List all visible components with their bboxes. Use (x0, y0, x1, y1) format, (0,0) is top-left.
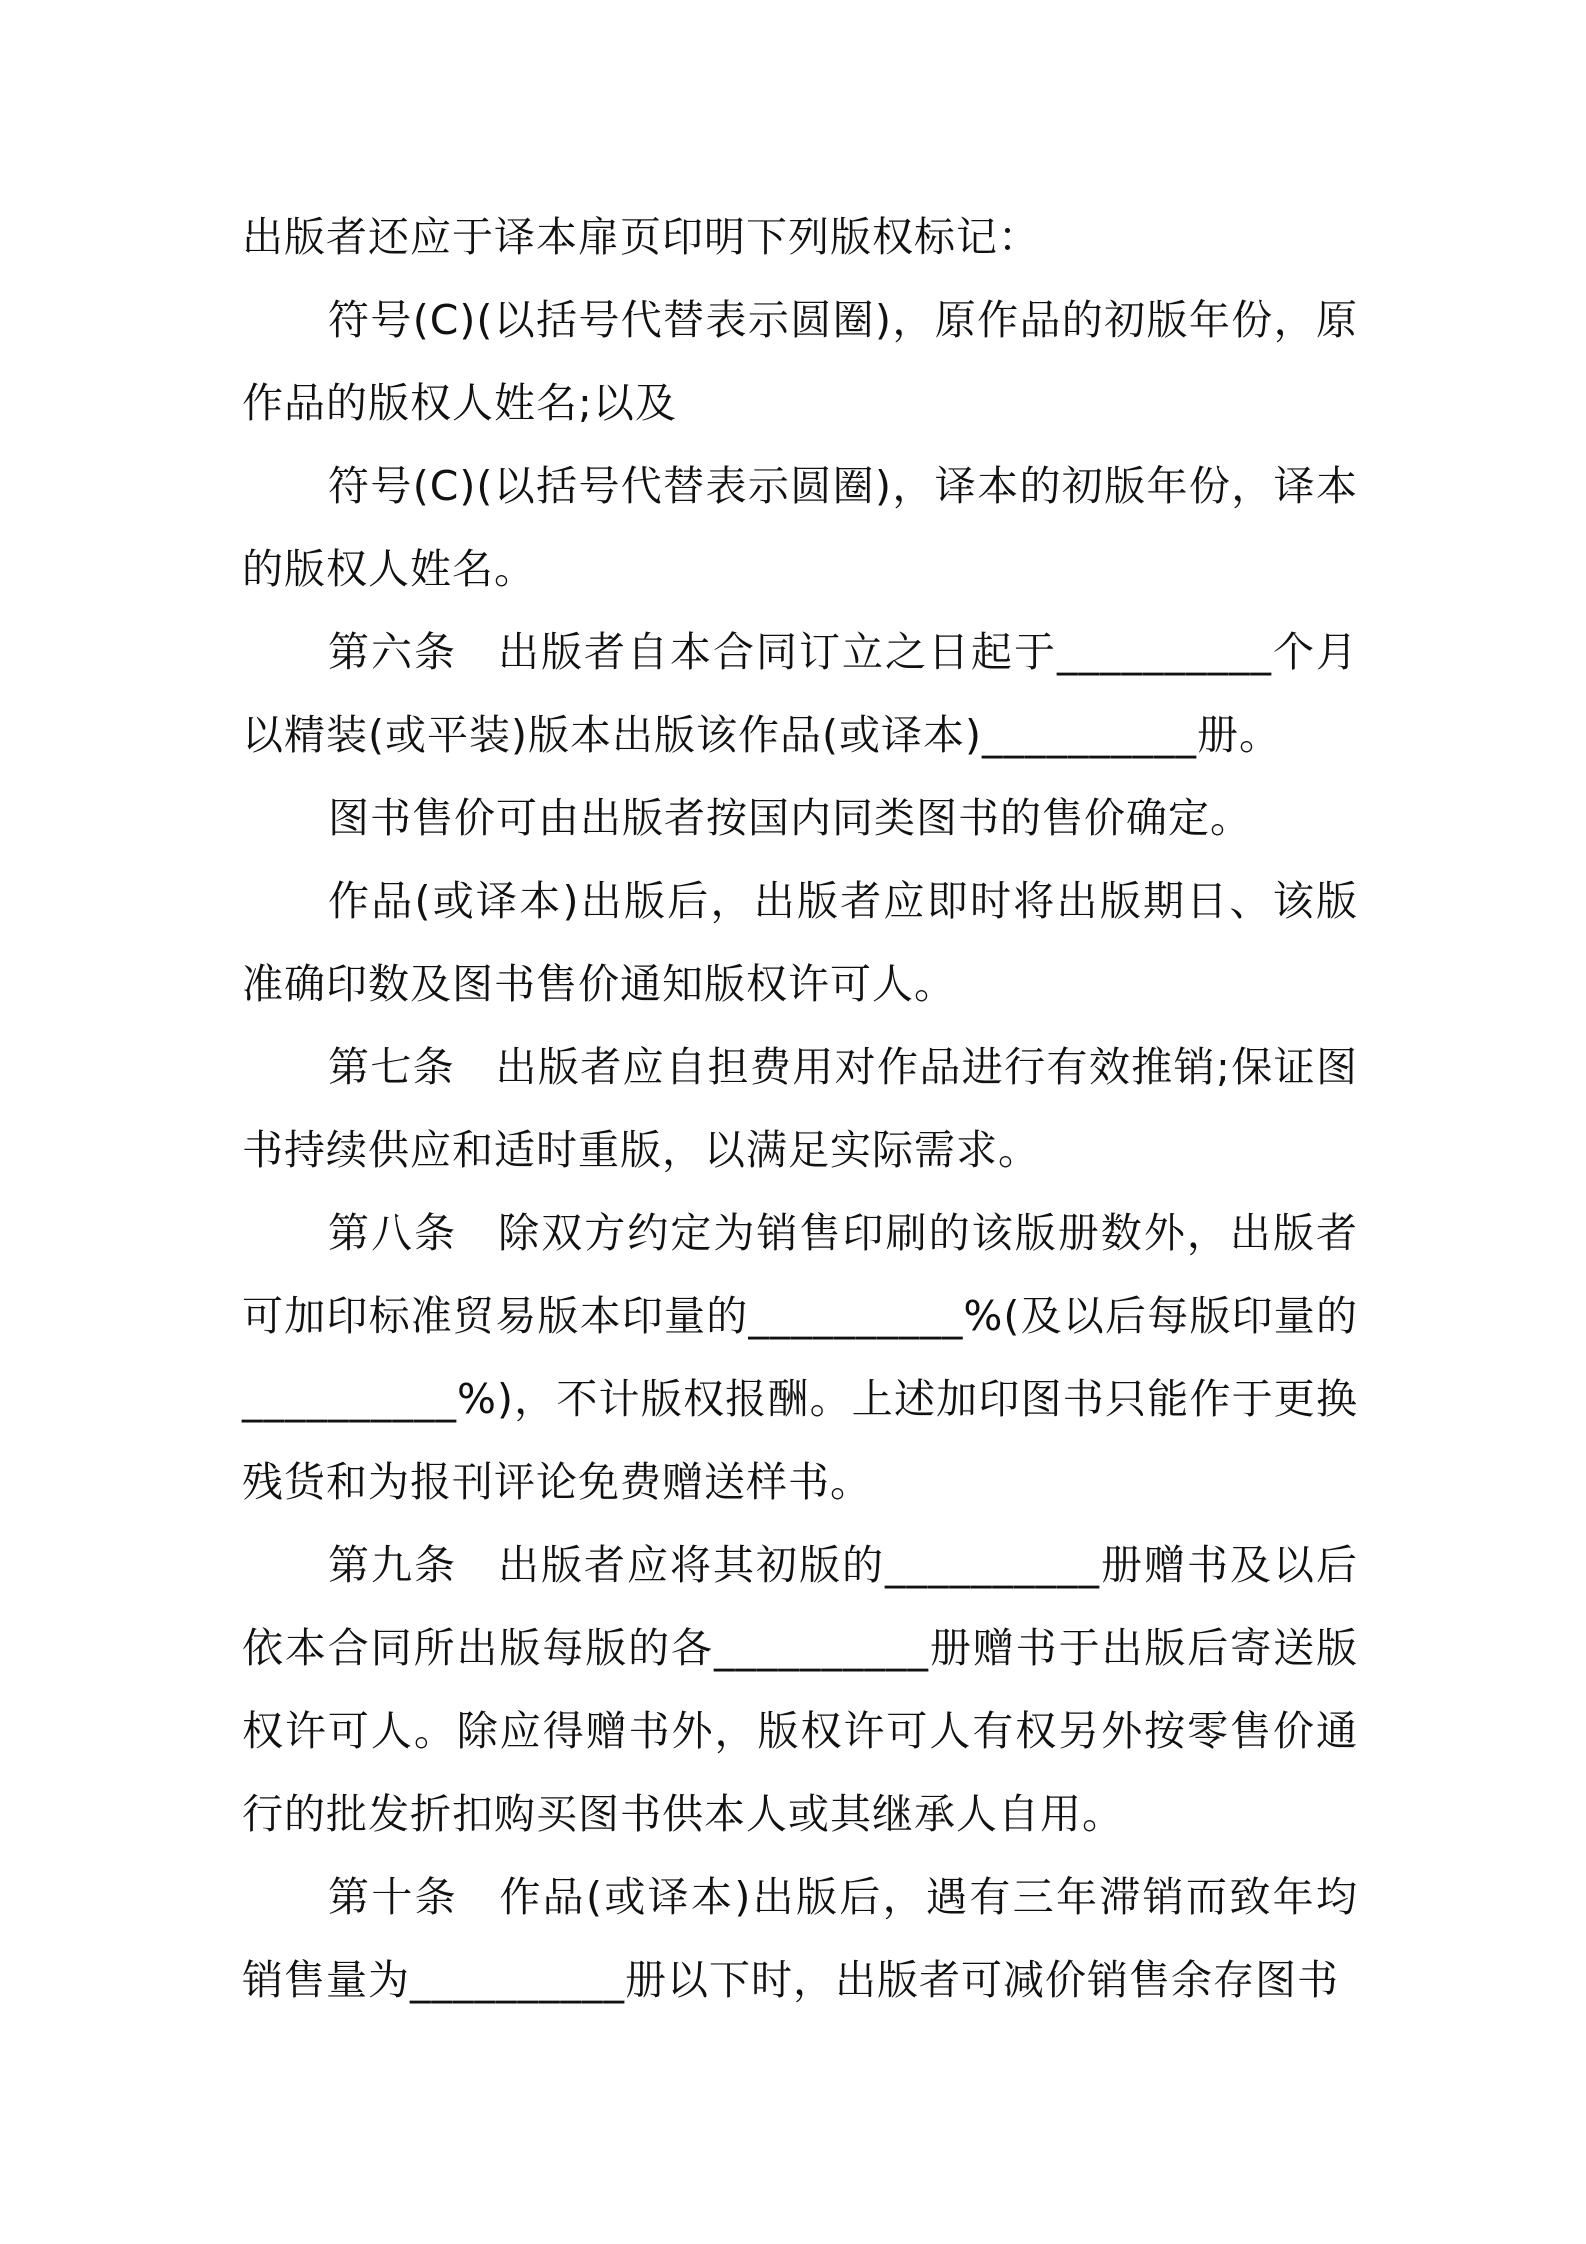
paragraph-text: 符号(C)(以括号代替表示圆圈)，原作品的初版年份，原作品的版权人姓名;以及 (242, 296, 1358, 427)
article-heading: 第九条 (328, 1541, 457, 1589)
paragraph-article-7 (242, 1026, 1358, 1192)
paragraph-book-price (242, 777, 1358, 860)
paragraph-text: 作品(或译本)出版后，出版者应即时将出版期日、该版准确印数及图书售价通知版权许可人。 (242, 877, 1358, 1008)
paragraph-text: 符号(C)(以括号代替表示圆圈)，译本的初版年份，译本的版权人姓名。 (242, 462, 1358, 593)
document-body (242, 196, 1358, 2022)
paragraph-text: 出版者应自担费用对作品进行有效推销;保证图书持续供应和适时重版，以满足实际需求。 (242, 1043, 1359, 1174)
paragraph-publication-notice (242, 860, 1358, 1026)
paragraph-article-6 (242, 611, 1358, 777)
paragraph-text: 出版者自本合同订立之日起于__________个月以精装(或平装)版本出版该作品(或译本)__________册。 (242, 628, 1358, 759)
paragraph-text: 图书售价可由出版者按国内同类图书的售价确定。 (328, 794, 1252, 842)
paragraph-text: 作品(或译本)出版后，遇有三年滞销而致年均销售量为__________册以下时，出版者可减价销售余存图书 (242, 1873, 1358, 2004)
paragraph-text: 出版者还应于译本扉页印明下列版权标记： (242, 213, 1040, 261)
paragraph-text: 除双方约定为销售印刷的该版册数外，出版者可加印标准贸易版本印量的__________%(及以后每版印量的__________%)，不计版权报酬。上述加印图书只能作于更换残货和为报刊评论免费赠送样书。 (242, 1209, 1359, 1506)
paragraph-text: 出版者应将其初版的__________册赠书及以后依本合同所出版每版的各__________册赠书于出版后寄送版权许可人。除应得赠书外，版权许可人有权另外按零售价通行的批发折扣购买图书供本人或其继承人自用。 (242, 1541, 1358, 1838)
article-heading: 第六条 (328, 628, 457, 676)
paragraph-article-8 (242, 1192, 1358, 1524)
paragraph-copyright-notice-intro (242, 196, 1358, 279)
paragraph-article-9 (242, 1524, 1358, 1856)
paragraph-article-10 (242, 1856, 1358, 2022)
paragraph-translation-copyright-mark (242, 445, 1358, 611)
article-heading: 第七条 (328, 1043, 456, 1091)
article-heading: 第十条 (328, 1873, 458, 1921)
article-heading: 第八条 (328, 1209, 458, 1257)
paragraph-original-copyright-mark (242, 279, 1358, 445)
